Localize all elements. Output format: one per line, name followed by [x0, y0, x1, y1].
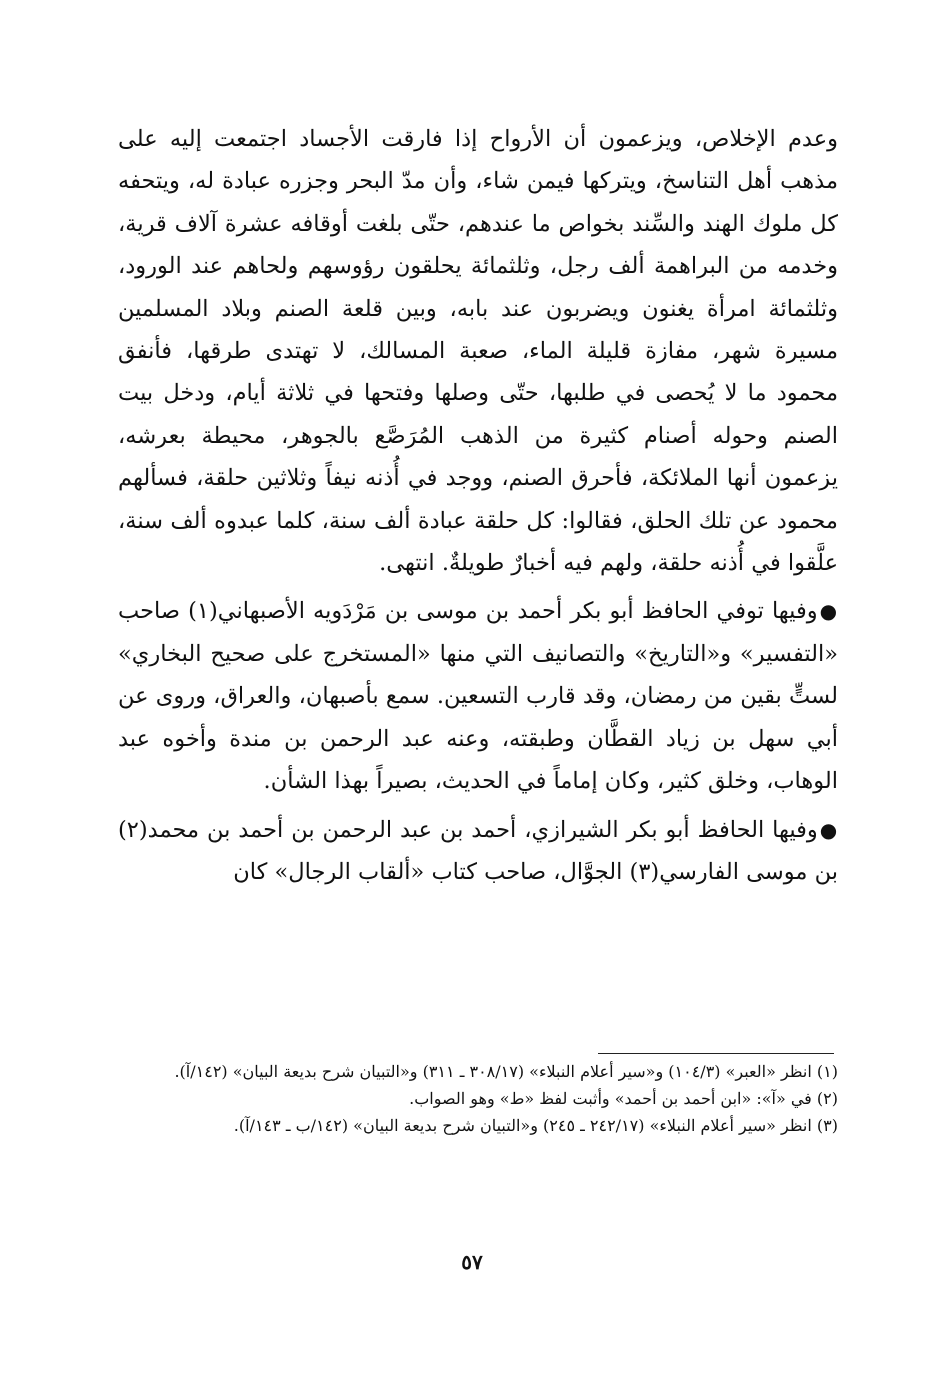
paragraph-text: وفيها الحافظ أبو بكر الشيرازي، أحمد بن عبد الرحمن بن أحمد بن محمد(٢) بن موسى الفارسي(٣) الجوَّال، صاحب كتاب «ألقاب الرجال» كان [118, 816, 838, 885]
main-text [118, 118, 838, 893]
footnote-1: (١) انظر «العبر» (١٠٤/٣) و«سير أعلام النبلاء» (٣٠٨/١٧ ـ ٣١١) و«التبيان شرح بديعة البيان» (١٤٢/آ). [174, 1062, 838, 1081]
footnote-3: (٣) انظر «سير أعلام النبلاء» (٢٤٢/١٧ ـ ٢٤٥) و«التبيان شرح بديعة البيان» (١٤٢/ب ـ ١٤٣/آ). [233, 1116, 838, 1135]
footnote-2: (٢) في «آ»: «ابن أحمد بن أحمد» وأثبت لفظ «ط» وهو الصواب. [409, 1089, 838, 1108]
footnote-separator [598, 1053, 834, 1054]
page-number: ٥٧ [461, 1250, 483, 1274]
bullet: ● [819, 817, 839, 842]
paragraph-ibn-mardawayh [118, 590, 838, 802]
paragraph-text: وفيها توفي الحافظ أبو بكر أحمد بن موسى بن مَرْدَويه الأصبهاني(١) صاحب «التفسير» و«التاريخ» والتصانيف التي منها «المستخرج على صحيح البخاري» لستٍّ بقين من رمضان، وقد قارب التسعين. سمع بأصبهان، والعراق، وروى عن أبي سهل بن زياد القطَّان وطبقته، وعنه عبد الرحمن بن مندة وأخوه عبد الوهاب، وخلق كثير، وكان إماماً في الحديث، بصيراً بهذا الشأن. [118, 598, 838, 795]
paragraph-continuation: وعدم الإخلاص، ويزعمون أن الأرواح إذا فارقت الأجساد اجتمعت إليه على مذهب أهل التناسخ، ويتركها فيمن شاء، وأن مدّ البحر وجزره عبادة له، ويتحفه كل ملوك الهند والسِّند بخواص ما عندهم، حتّى بلغت أوقافه عشرة آلاف قرية، وخدمه من البراهمة ألف رجل، وثلثمائة يحلقون رؤوسهم ولحاهم عند الورود، وثلثمائة امرأة يغنون ويضربون عند بابه، وبين قلعة الصنم وبلاد المسلمين مسيرة شهر، مفازة قليلة الماء، صعبة المسالك، لا تهتدى طرقها، فأنفق محمود ما لا يُحصى في طلبها، حتّى وصلها وفتحها في ثلاثة أيام، ودخل بيت الصنم وحوله أصنام كثيرة من الذهب المُرَصَّع بالجوهر، محيطة بعرشه، يزعمون أنها الملائكة، فأحرق الصنم، ووجد في أُذنه نيفاً وثلاثين حلقة، فسألهم محمود عن تلك الحلق، فقالوا: كل حلقة عبادة ألف سنة، كلما عبدوه ألف سنة، علَّقوا في أُذنه حلقة، ولهم فيه أخبارٌ طويلةٌ. انتهى. [118, 126, 838, 577]
footnotes [118, 1060, 838, 1141]
bullet: ● [819, 599, 838, 624]
paragraph-al-shirazi [118, 809, 838, 894]
